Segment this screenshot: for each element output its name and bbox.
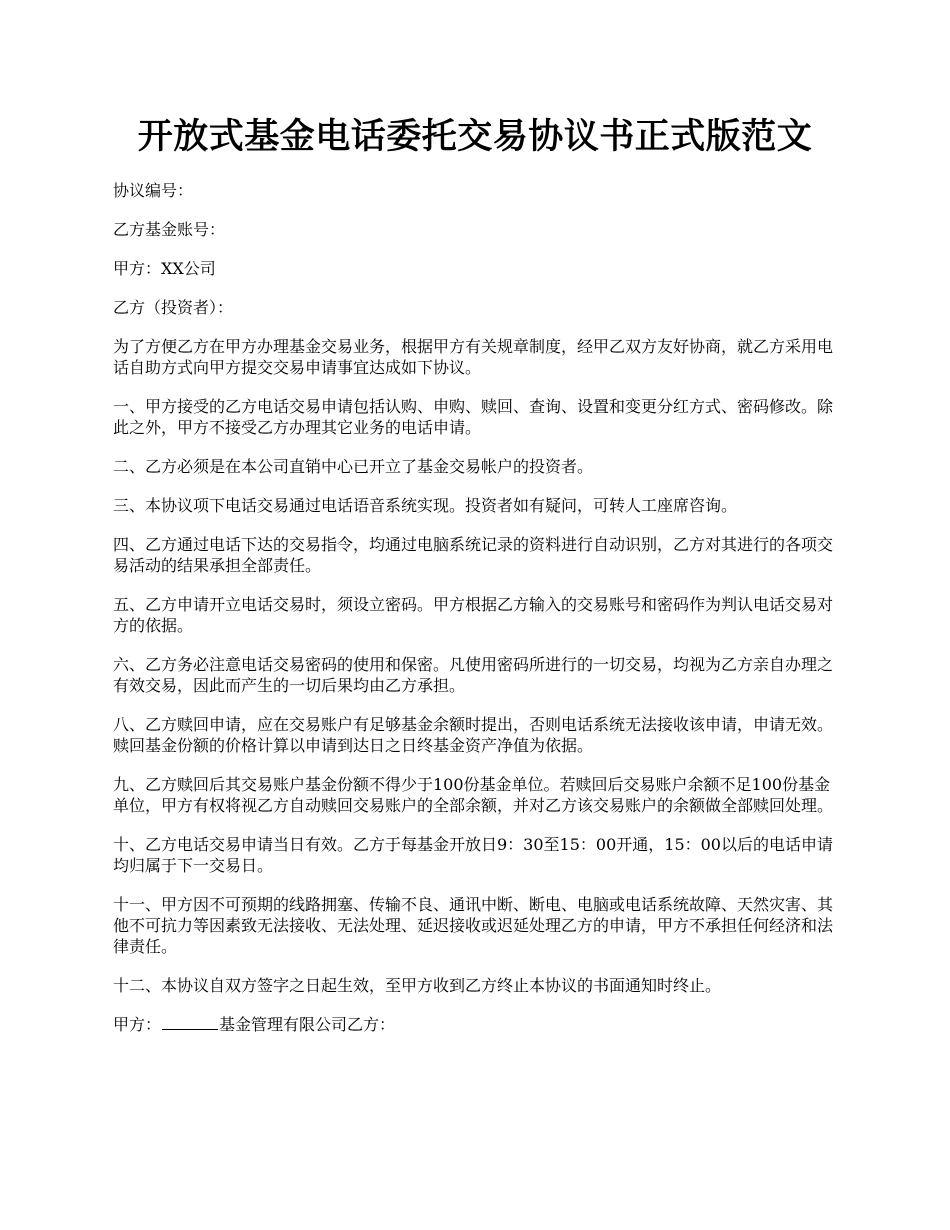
agreement-number-field: 协议编号：	[113, 181, 194, 200]
document-body	[113, 180, 843, 1053]
clause-4: 四、乙方通过电话下达的交易指令，均通过电脑系统记录的资料进行自动识别，乙方对其进行的各项交易活动的结果承担全部责任。	[113, 535, 834, 575]
signature-party-a-suffix: 基金管理有限公司乙方：	[219, 1015, 396, 1034]
clause-5: 五、乙方申请开立电话交易时，须设立密码。甲方根据乙方输入的交易账号和密码作为判认电话交易对方的依据。	[113, 595, 834, 635]
party-b-field: 乙方（投资者）：	[113, 298, 234, 317]
clause-10: 十、乙方电话交易申请当日有效。乙方于每基金开放日9：30至15：00开通，15：00以后的电话申请均归属于下一交易日。	[113, 835, 833, 875]
clause-1: 一、甲方接受的乙方电话交易申请包括认购、申购、赎回、查询、设置和变更分红方式、密码修改。除此之外，甲方不接受乙方办理其它业务的电话申请。	[113, 397, 834, 437]
clause-2: 二、乙方必须是在本公司直销中心已开立了基金交易帐户的投资者。	[113, 457, 594, 476]
party-b-account-field: 乙方基金账号：	[113, 220, 226, 239]
party-a-field: 甲方：XX公司	[113, 259, 216, 278]
clause-6: 六、乙方务必注意电话交易密码的使用和保密。凡使用密码所进行的一切交易，均视为乙方亲自办理之有效交易，因此而产生的一切后果均由乙方承担。	[113, 655, 834, 695]
clause-11: 十一、甲方因不可预期的线路拥塞、传输不良、通讯中断、断电、电脑或电话系统故障、天然灾害、其他不可抗力等因素致无法接收、无法处理、延迟接收或迟延处理乙方的申请，甲方不承担任何经济和法律责任。	[113, 895, 834, 956]
clause-9: 九、乙方赎回后其交易账户基金份额不得少于100份基金单位。若赎回后交易账户余额不足100份基金单位，甲方有权将视乙方自动赎回交易账户的全部余额，并对乙方该交易账户的余额做全部赎回处理。	[113, 775, 834, 815]
clause-3: 三、本协议项下电话交易通过电话语音系统实现。投资者如有疑问，可转人工座席咨询。	[113, 496, 738, 515]
document-title: 开放式基金电话委托交易协议书正式版范文	[137, 116, 813, 157]
intro-paragraph: 为了方便乙方在甲方办理基金交易业务，根据甲方有关规章制度，经甲乙双方友好协商，就乙方采用电话自助方式向甲方提交交易申请事宜达成如下协议。	[113, 337, 834, 377]
signature-line	[113, 1014, 843, 1035]
signature-blank	[162, 1015, 218, 1030]
clause-8: 八、乙方赎回申请，应在交易账户有足够基金余额时提出，否则电话系统无法接收该申请，申请无效。赎回基金份额的价格计算以申请到达日之日终基金资产净值为依据。	[113, 715, 834, 755]
signature-party-a-label: 甲方：	[113, 1015, 162, 1034]
clause-12: 十二、本协议自双方签字之日起生效，至甲方收到乙方终止本协议的书面通知时终止。	[113, 976, 722, 995]
